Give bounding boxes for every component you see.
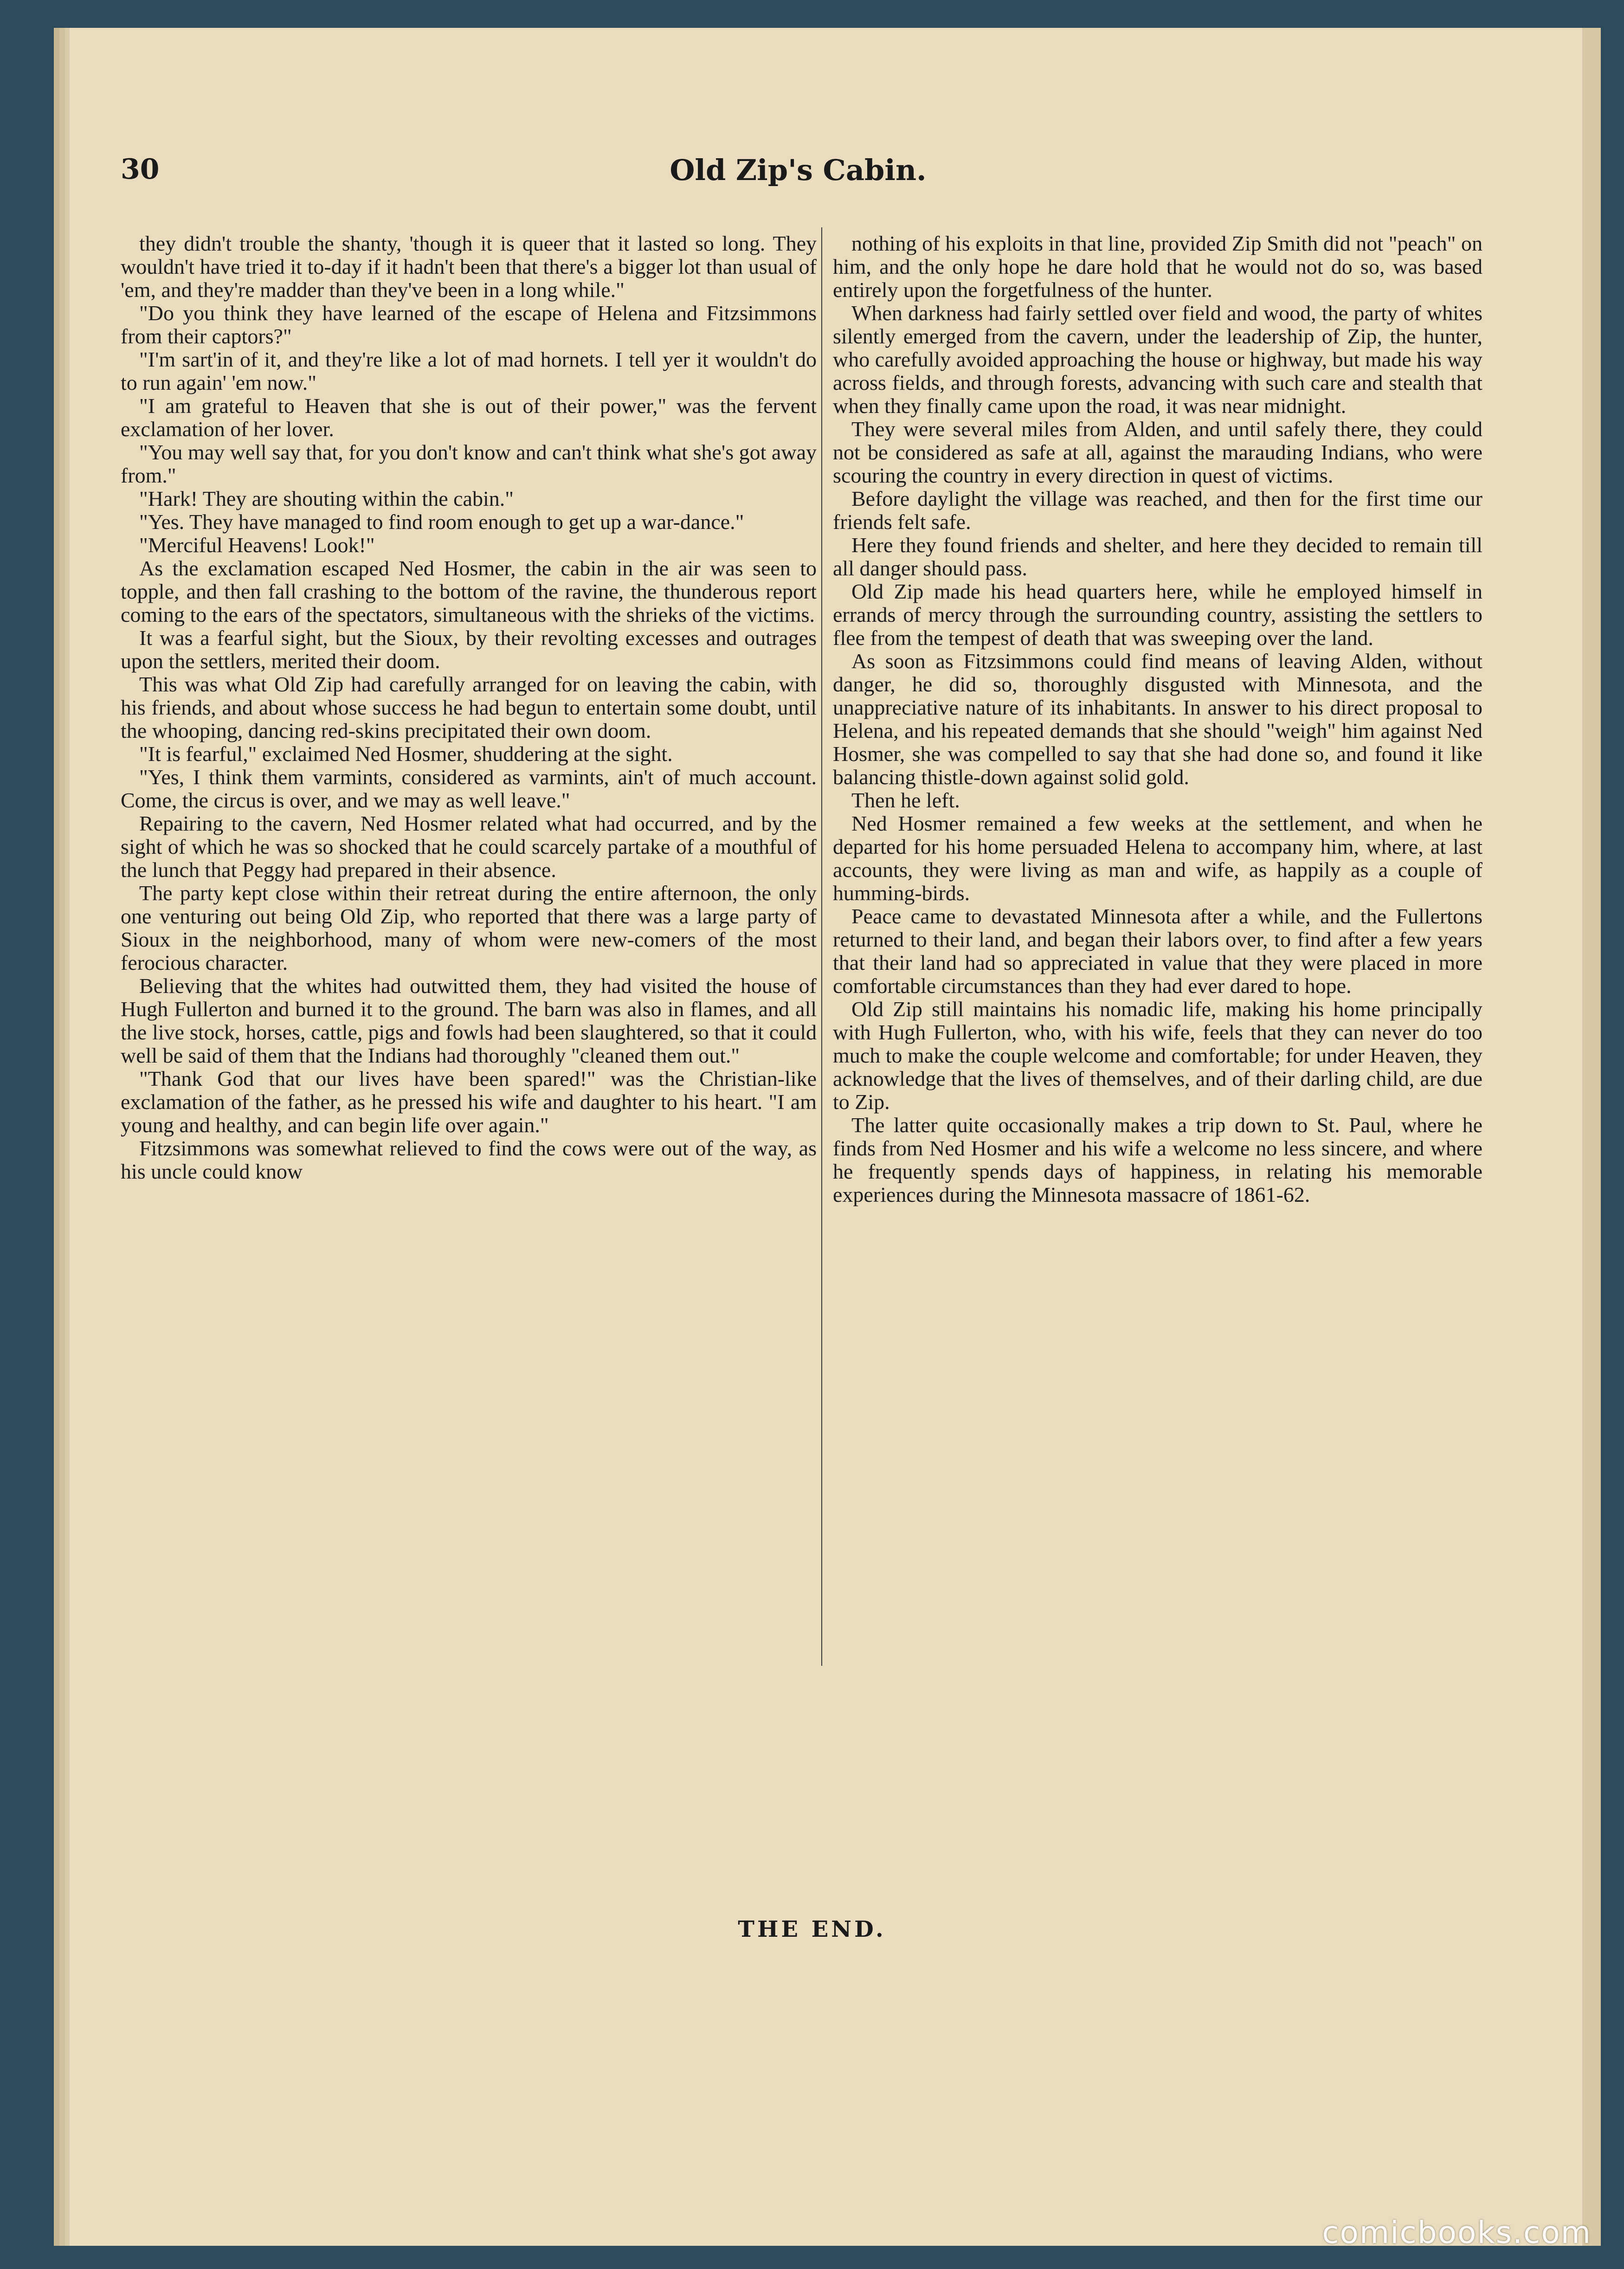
paragraph: Old Zip made his head quarters here, while he employed himself in errands of mercy through the surrounding country, assisting the settlers to flee from the tempest of death that was sweeping over the land. [833,580,1482,650]
paragraph: The party kept close within their retreat during the entire afternoon, the only one venturing out being Old Zip, who reported that there was a large party of Sioux in the neighborhood, many of whom were new-comers of the most ferocious character. [121,881,817,974]
right-column [833,232,1482,1206]
paragraph: When darkness had fairly settled over field and wood, the party of whites silently emerged from the cavern, under the leadership of Zip, the hunter, who carefully avoided approaching the house or highway, but made his way across fields, and through forests, advancing with such care and stealth that when they finally came upon the road, it was near midnight. [833,301,1482,418]
paragraph: "I am grateful to Heaven that she is out of their power," was the fervent exclamation of her lover. [121,394,817,441]
paragraph: Here they found friends and shelter, and here they decided to remain till all danger should pass. [833,533,1482,580]
paragraph: "Hark! They are shouting within the cabin." [139,487,514,510]
page-header [121,153,1476,209]
paragraph: "Merciful Heavens! Look!" [139,533,375,557]
page-number: 30 [121,153,160,186]
paragraph: It was a fearful sight, but the Sioux, by their revolting excesses and outrages upon the settlers, merited their doom. [121,626,817,673]
paragraph: They were several miles from Alden, and until safely there, they could not be considered as safe at all, against the marauding Indians, who were scouring the country in every direction in quest of victims. [833,417,1482,487]
paragraph: they didn't trouble the shanty, 'though it is queer that it lasted so long. They wouldn't have tried it to-day if it hadn't been that there's a bigger lot than usual of 'em, and they're madder than they've been in a long while." [121,232,817,302]
paragraph: Ned Hosmer remained a few weeks at the settlement, and when he departed for his home persuaded Helena to accompany him, where, at last accounts, they were living as man and wife, as happily as a couple of humming-birds. [833,812,1482,905]
paragraph: "I'm sart'in of it, and they're like a lot of mad hornets. I tell yer it wouldn't do to run again' 'em now." [121,348,817,394]
the-end-text: THE END. [738,1916,886,1942]
watermark: comicbooks.com [1322,2215,1592,2250]
paragraph: Believing that the whites had outwitted them, they had visited the house of Hugh Fullerton and burned it to the ground. The barn was also in flames, and all the live stock, horses, cattle, pigs and fowls had been slaughtered, so that it could well be said of them that the Indians had thoroughly "cleaned them out." [121,974,817,1067]
paragraph: "Do you think they have learned of the escape of Helena and Fitzsimmons from their captors?" [121,301,817,348]
paragraph: nothing of his exploits in that line, provided Zip Smith did not "peach" on him, and the only hope he dare hold that he would not do so, was based entirely upon the forgetfulness of the hunter. [833,232,1482,302]
paragraph: "It is fearful," exclaimed Ned Hosmer, shuddering at the sight. [139,742,673,766]
page-edge [1582,28,1601,2246]
paragraph: Then he left. [851,788,960,812]
paragraph: Repairing to the cavern, Ned Hosmer related what had occurred, and by the sight of which he was so shocked that he could scarcely partake of a mouthful of the lunch that Peggy had prepared in their absence. [121,812,817,882]
left-column [121,232,817,1183]
paragraph: Old Zip still maintains his nomadic life, making his home principally with Hugh Fullerton, who, with his wife, feels that they can never do too much to make the couple welcome and comfortable; for under Heaven, they acknowledge that the lives of themselves, and of their darling child, are due to Zip. [833,997,1482,1114]
paragraph: Fitzsimmons was somewhat relieved to find the cows were out of the way, as his uncle could know [121,1136,817,1183]
column-divider [821,227,822,1666]
paragraph: Before daylight the village was reached, and then for the first time our friends felt safe. [833,487,1482,534]
running-title: Old Zip's Cabin. [670,153,927,187]
paragraph: The latter quite occasionally makes a trip down to St. Paul, where he finds from Ned Hosmer and his wife a welcome no less sincere, and where he frequently spends days of happiness, in relating his memorable experiences during the Minnesota massacre of 1861-62. [833,1113,1482,1206]
paragraph: Peace came to devastated Minnesota after a while, and the Fullertons returned to their land, and began their labors over, to find after a few years that their land had so appreciated in value that they were placed in more comfortable circumstances than they had ever dared to hope. [833,904,1482,998]
paragraph: "Yes. They have managed to find room enough to get up a war-dance." [139,510,744,534]
paragraph: "Thank God that our lives have been spared!" was the Christian-like exclamation of the father, as he pressed his wife and daughter to his heart. "I am young and healthy, and can begin life over again." [121,1067,817,1137]
paragraph: As the exclamation escaped Ned Hosmer, the cabin in the air was seen to topple, and then fall crashing to the bottom of the ravine, the thunderous report coming to the ears of the spectators, simultaneous with the shrieks of the victims. [121,556,817,626]
paragraph: As soon as Fitzsimmons could find means of leaving Alden, without danger, he did so, thoroughly disgusted with Minnesota, and the unappreciative nature of its inhabitants. In answer to his direct proposal to Helena, and his repeated demands that she should "weigh" him against Ned Hosmer, she was compelled to say that she had done so, and found it like balancing thistle-down against solid gold. [833,649,1482,789]
paragraph: "Yes, I think them varmints, considered as varmints, ain't of much account. Come, the circus is over, and we may as well leave." [121,765,817,812]
paragraph: "You may well say that, for you don't know and can't think what she's got away from." [121,440,817,487]
paragraph: This was what Old Zip had carefully arranged for on leaving the cabin, with his friends, and about whose success he had begun to entertain some doubt, until the whooping, dancing red-skins precipitated their own doom. [121,672,817,742]
